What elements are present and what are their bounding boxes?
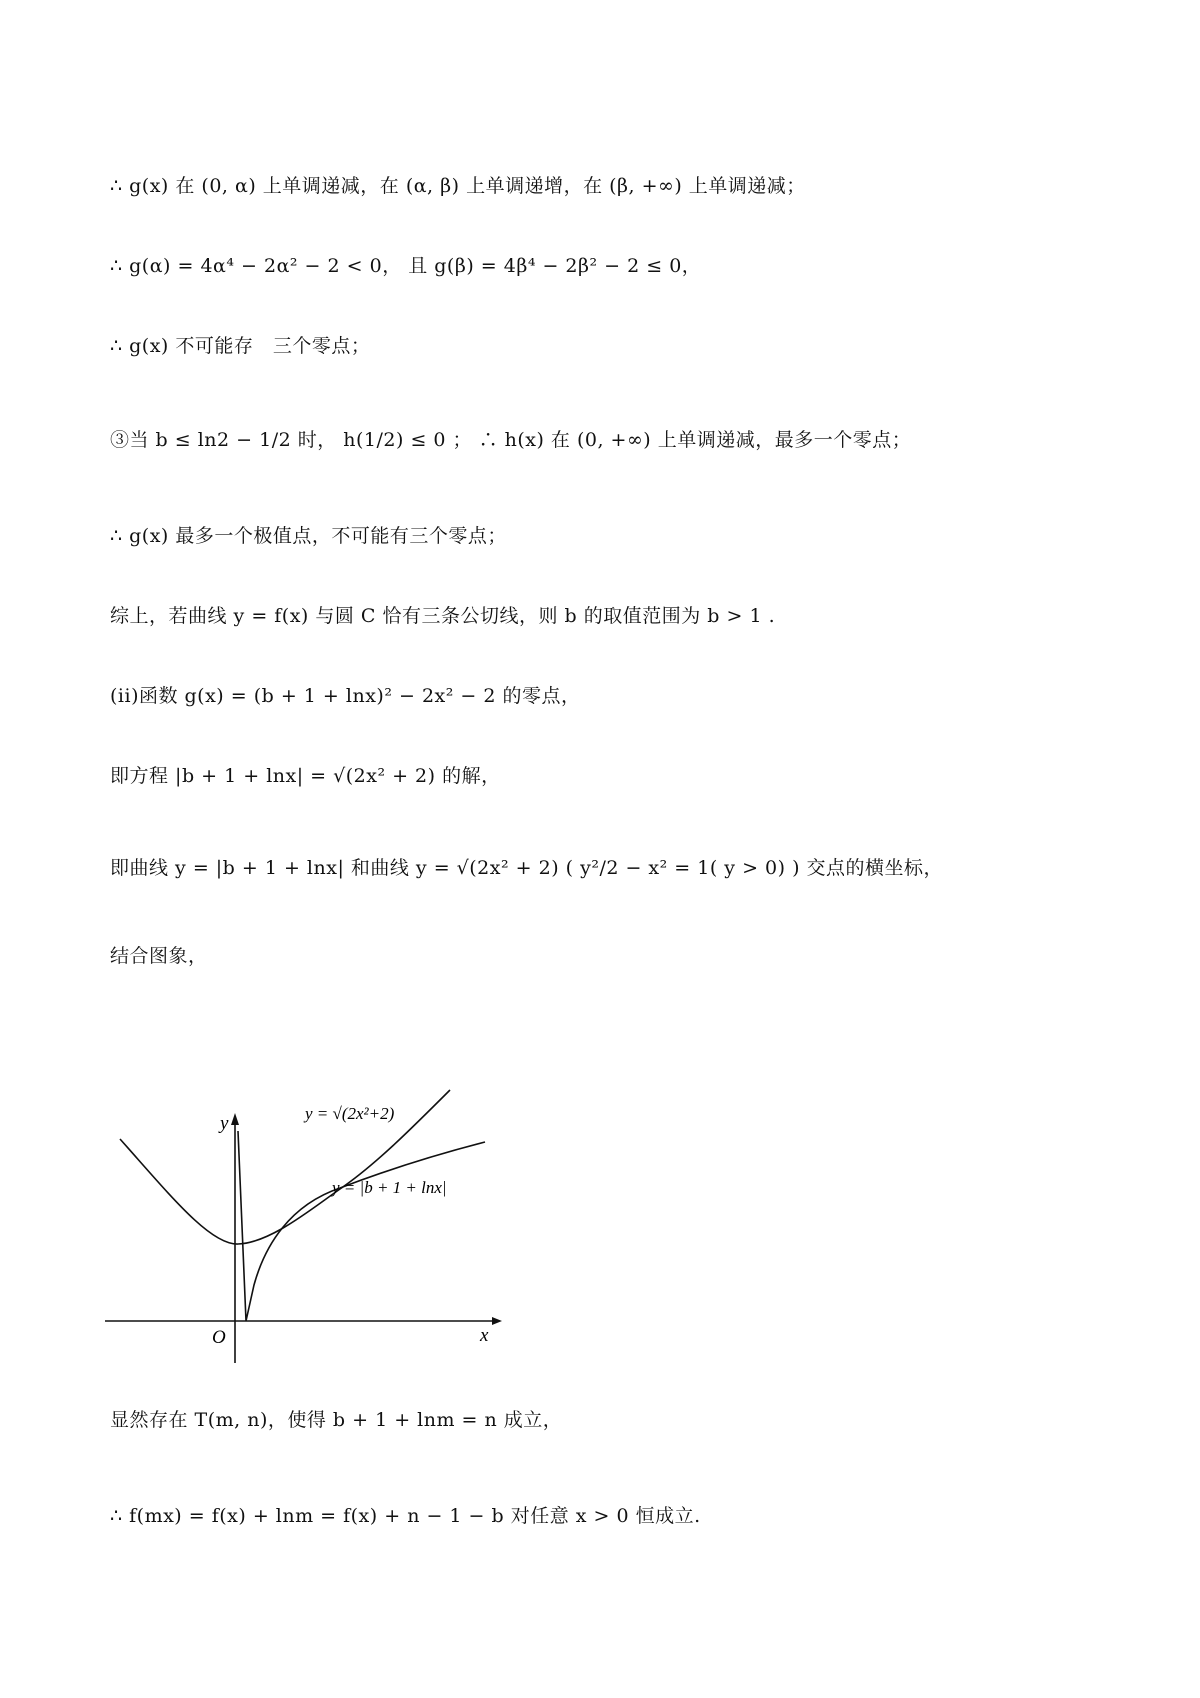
curve1-label: y = √(2x²+2) [305, 1104, 395, 1123]
line-12: ∴ f(mx) = f(x) + lnm = f(x) + n − 1 − b 对任意 x > 0 恒成立. [110, 1505, 701, 1527]
line-9: 即曲线 y = |b + 1 + lnx| 和曲线 y = √(2x² + 2) ( y²/2 − x² = 1( y > 0) ) 交点的横坐标， [110, 857, 944, 879]
line-11: 显然存在 T(m, n)，使得 b + 1 + lnm = n 成立， [110, 1409, 563, 1431]
y-axis-arrow [231, 1113, 239, 1125]
line-6: 综上，若曲线 y = f(x) 与圆 C 恰有三条公切线，则 b 的取值范围为 b > 1 . [110, 605, 776, 627]
curve2-label: y = |b + 1 + lnx| [332, 1178, 447, 1197]
x-axis-label: x [480, 1325, 489, 1346]
line-8: 即方程 |b + 1 + lnx| = √(2x² + 2) 的解， [110, 765, 501, 787]
line-3: ∴ g(x) 不可能存 三个零点； [110, 335, 371, 357]
log-curve [238, 1131, 485, 1321]
origin-label: O [212, 1327, 226, 1348]
line-2: ∴ g(α) = 4α⁴ − 2α² − 2 < 0， 且 g(β) = 4β⁴ − 2β² − 2 ≤ 0， [110, 255, 702, 277]
y-axis-label: y [220, 1113, 229, 1134]
line-4: ③当 b ≤ ln2 − 1/2 时， h(1/2) ≤ 0 ； ∴ h(x) 在 (0, +∞) 上单调递减，最多一个零点； [110, 429, 912, 451]
line-10: 结合图象， [110, 945, 208, 967]
x-axis-arrow [492, 1317, 502, 1325]
line-7: (ii)函数 g(x) = (b + 1 + lnx)² − 2x² − 2 的零点， [110, 685, 581, 707]
line-5: ∴ g(x) 最多一个极值点，不可能有三个零点； [110, 525, 507, 547]
graph-figure [100, 1085, 520, 1380]
line-1: ∴ g(x) 在 (0, α) 上单调递减，在 (α, β) 上单调递增，在 (β, +∞) 上单调递减； [110, 175, 806, 197]
